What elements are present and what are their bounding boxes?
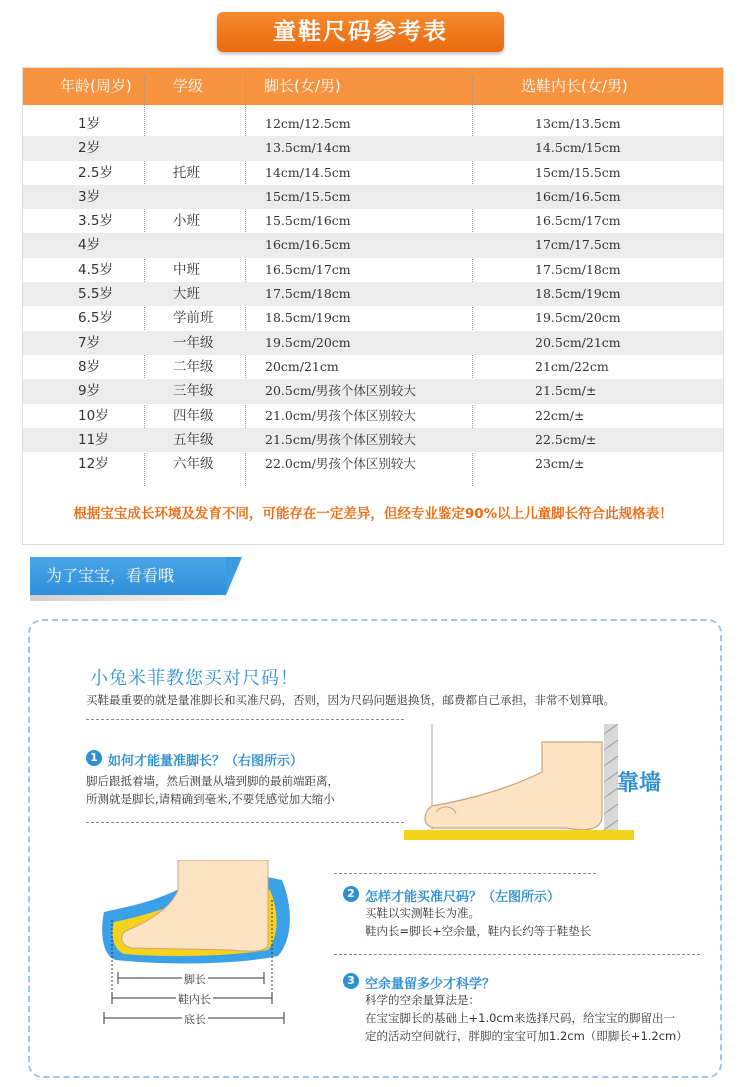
table-row (23, 282, 723, 306)
header-age: 年龄(周岁) (60, 77, 132, 95)
cell-grade: 五年级 (173, 431, 214, 448)
cell-age: 5.5岁 (78, 286, 113, 303)
table-row (23, 379, 723, 403)
table-row (23, 428, 723, 452)
cell-foot: 12cm/12.5cm (265, 116, 351, 131)
step-1-text-line1: 脚后跟抵着墙，然后测量从墙到脚的最前端距离， (86, 774, 339, 788)
section-tag: 为了宝宝，看看哦 (30, 557, 226, 595)
sole-length-label: 底长 (184, 1013, 206, 1026)
cell-inner: 15cm/15.5cm (535, 164, 621, 180)
dashed-divider (86, 719, 404, 720)
cell-grade: 托班 (173, 164, 200, 181)
guide-title: 小兔米菲教您买对尺码！ (90, 668, 299, 689)
cell-inner: 17cm/17.5cm (535, 237, 621, 253)
step-2-text-line2: 鞋内长=脚长+空余量，鞋内长约等于鞋垫长 (365, 924, 592, 938)
cell-age: 3.5岁 (78, 213, 113, 230)
cell-age: 2.5岁 (78, 164, 113, 181)
table-row (23, 136, 723, 160)
size-table (22, 67, 724, 545)
cell-age: 12岁 (78, 456, 109, 473)
cell-age: 10岁 (78, 407, 109, 424)
cell-age: 3岁 (78, 188, 101, 205)
wall-label: 靠墙 (617, 771, 662, 796)
cell-foot: 16.5cm/17cm (265, 261, 351, 277)
table-note: 根据宝宝成长环境及发育不同，可能存在一定差异，但经专业鉴定90%以上儿童脚长符合此规格表！ (73, 506, 673, 522)
cell-grade: 二年级 (173, 358, 214, 375)
cell-foot: 22.0cm/男孩个体区别较大 (265, 456, 416, 472)
cell-foot: 15cm/15.5cm (265, 188, 351, 204)
cell-foot: 16cm/16.5cm (265, 237, 351, 253)
cell-inner: 16cm/16.5cm (535, 188, 621, 204)
cell-inner: 14.5cm/15cm (535, 140, 621, 156)
cell-inner: 13cm/13.5cm (535, 116, 621, 131)
table-row (23, 185, 723, 209)
cell-age: 2岁 (78, 140, 101, 157)
cell-inner: 23cm/± (535, 456, 585, 472)
cell-grade: 小班 (173, 213, 200, 230)
cell-grade: 六年级 (173, 456, 214, 473)
cell-foot: 13.5cm/14cm (265, 140, 351, 156)
header-grade: 学级 (173, 77, 204, 95)
step-2-text-line1: 买鞋以实测鞋长为准。 (365, 906, 480, 920)
cell-inner: 19.5cm/20cm (535, 310, 621, 326)
table-row (23, 258, 723, 282)
table-row (23, 112, 723, 136)
dashed-divider (86, 822, 404, 823)
table-row (23, 161, 723, 185)
cell-inner: 21cm/22cm (535, 358, 609, 374)
table-row (23, 404, 723, 428)
cell-inner: 22cm/± (535, 407, 585, 423)
header-foot: 脚长(女/男) (264, 77, 341, 95)
dashed-divider (334, 873, 596, 874)
cell-inner: 17.5cm/18cm (535, 261, 621, 277)
header-inner: 选鞋内长(女/男) (521, 77, 628, 95)
dashed-divider (334, 954, 700, 955)
step-3-number: 3 (343, 973, 359, 989)
section-tag-notch (226, 557, 242, 595)
cell-age: 9岁 (78, 383, 101, 400)
cell-grade: 大班 (173, 286, 200, 303)
cell-age: 6.5岁 (78, 310, 113, 327)
cell-grade: 四年级 (173, 407, 214, 424)
table-row (23, 355, 723, 379)
foot-against-wall-illustration (396, 720, 636, 850)
cell-inner: 22.5cm/± (535, 431, 597, 447)
cell-foot: 14cm/14.5cm (265, 164, 351, 180)
table-body (23, 112, 723, 476)
cell-age: 11岁 (78, 431, 109, 448)
cell-foot: 18.5cm/19cm (265, 310, 351, 326)
cell-foot: 20cm/21cm (265, 358, 339, 374)
cell-foot: 15.5cm/16cm (265, 213, 351, 229)
cell-inner: 18.5cm/19cm (535, 286, 621, 302)
cell-age: 4岁 (78, 237, 101, 254)
cell-grade: 学前班 (173, 310, 214, 327)
cell-age: 1岁 (78, 116, 101, 132)
section-tag-shadow (30, 595, 244, 601)
cell-age: 7岁 (78, 334, 101, 351)
cell-grade: 三年级 (173, 383, 214, 400)
step-3-text-line1: 科学的空余量算法是： (365, 993, 480, 1007)
step-1-text-line2: 所测就是脚长,请精确到毫米,不要凭感觉加大缩小 (86, 792, 335, 806)
step-3-title: 空余量留多少才科学？ (365, 977, 496, 992)
step-2-number: 2 (343, 886, 359, 902)
cell-foot: 17.5cm/18cm (265, 286, 351, 302)
step-3-text-line2: 在宝宝脚长的基础上+1.0cm来选择尺码，给宝宝的脚留出一 (365, 1011, 675, 1025)
step-2-title: 怎样才能买准尺码？（左图所示） (365, 890, 561, 905)
cell-foot: 20.5cm/男孩个体区别较大 (265, 383, 416, 399)
cell-foot: 19.5cm/20cm (265, 334, 351, 350)
step-3-text-line3: 定的活动空间就行，胖脚的宝宝可加1.2cm（即脚长+1.2cm） (365, 1029, 688, 1043)
table-row (23, 209, 723, 233)
cell-grade: 一年级 (173, 334, 214, 351)
cell-grade: 中班 (173, 261, 200, 278)
step-1-number: 1 (86, 750, 102, 766)
cell-inner: 20.5cm/21cm (535, 334, 621, 350)
cell-age: 8岁 (78, 358, 101, 375)
page-title: 童鞋尺码参考表 (217, 12, 504, 52)
table-row (23, 233, 723, 257)
table-header (23, 68, 723, 105)
guide-intro: 买鞋最重要的就是量准脚长和买准尺码，否则，因为尺码问题退换货，邮费都自己承担，非常不划算哦。 (86, 693, 615, 707)
cell-age: 4.5岁 (78, 261, 113, 278)
inner-length-label: 鞋内长 (178, 993, 211, 1006)
foot-length-label: 脚长 (184, 973, 206, 986)
step-1-title: 如何才能量准脚长？（右图所示） (108, 754, 304, 769)
cell-foot: 21.0cm/男孩个体区别较大 (265, 407, 416, 423)
table-row (23, 306, 723, 330)
table-row (23, 331, 723, 355)
cell-inner: 21.5cm/± (535, 383, 597, 399)
cell-foot: 21.5cm/男孩个体区别较大 (265, 431, 416, 447)
cell-inner: 16.5cm/17cm (535, 213, 621, 229)
table-row (23, 452, 723, 476)
